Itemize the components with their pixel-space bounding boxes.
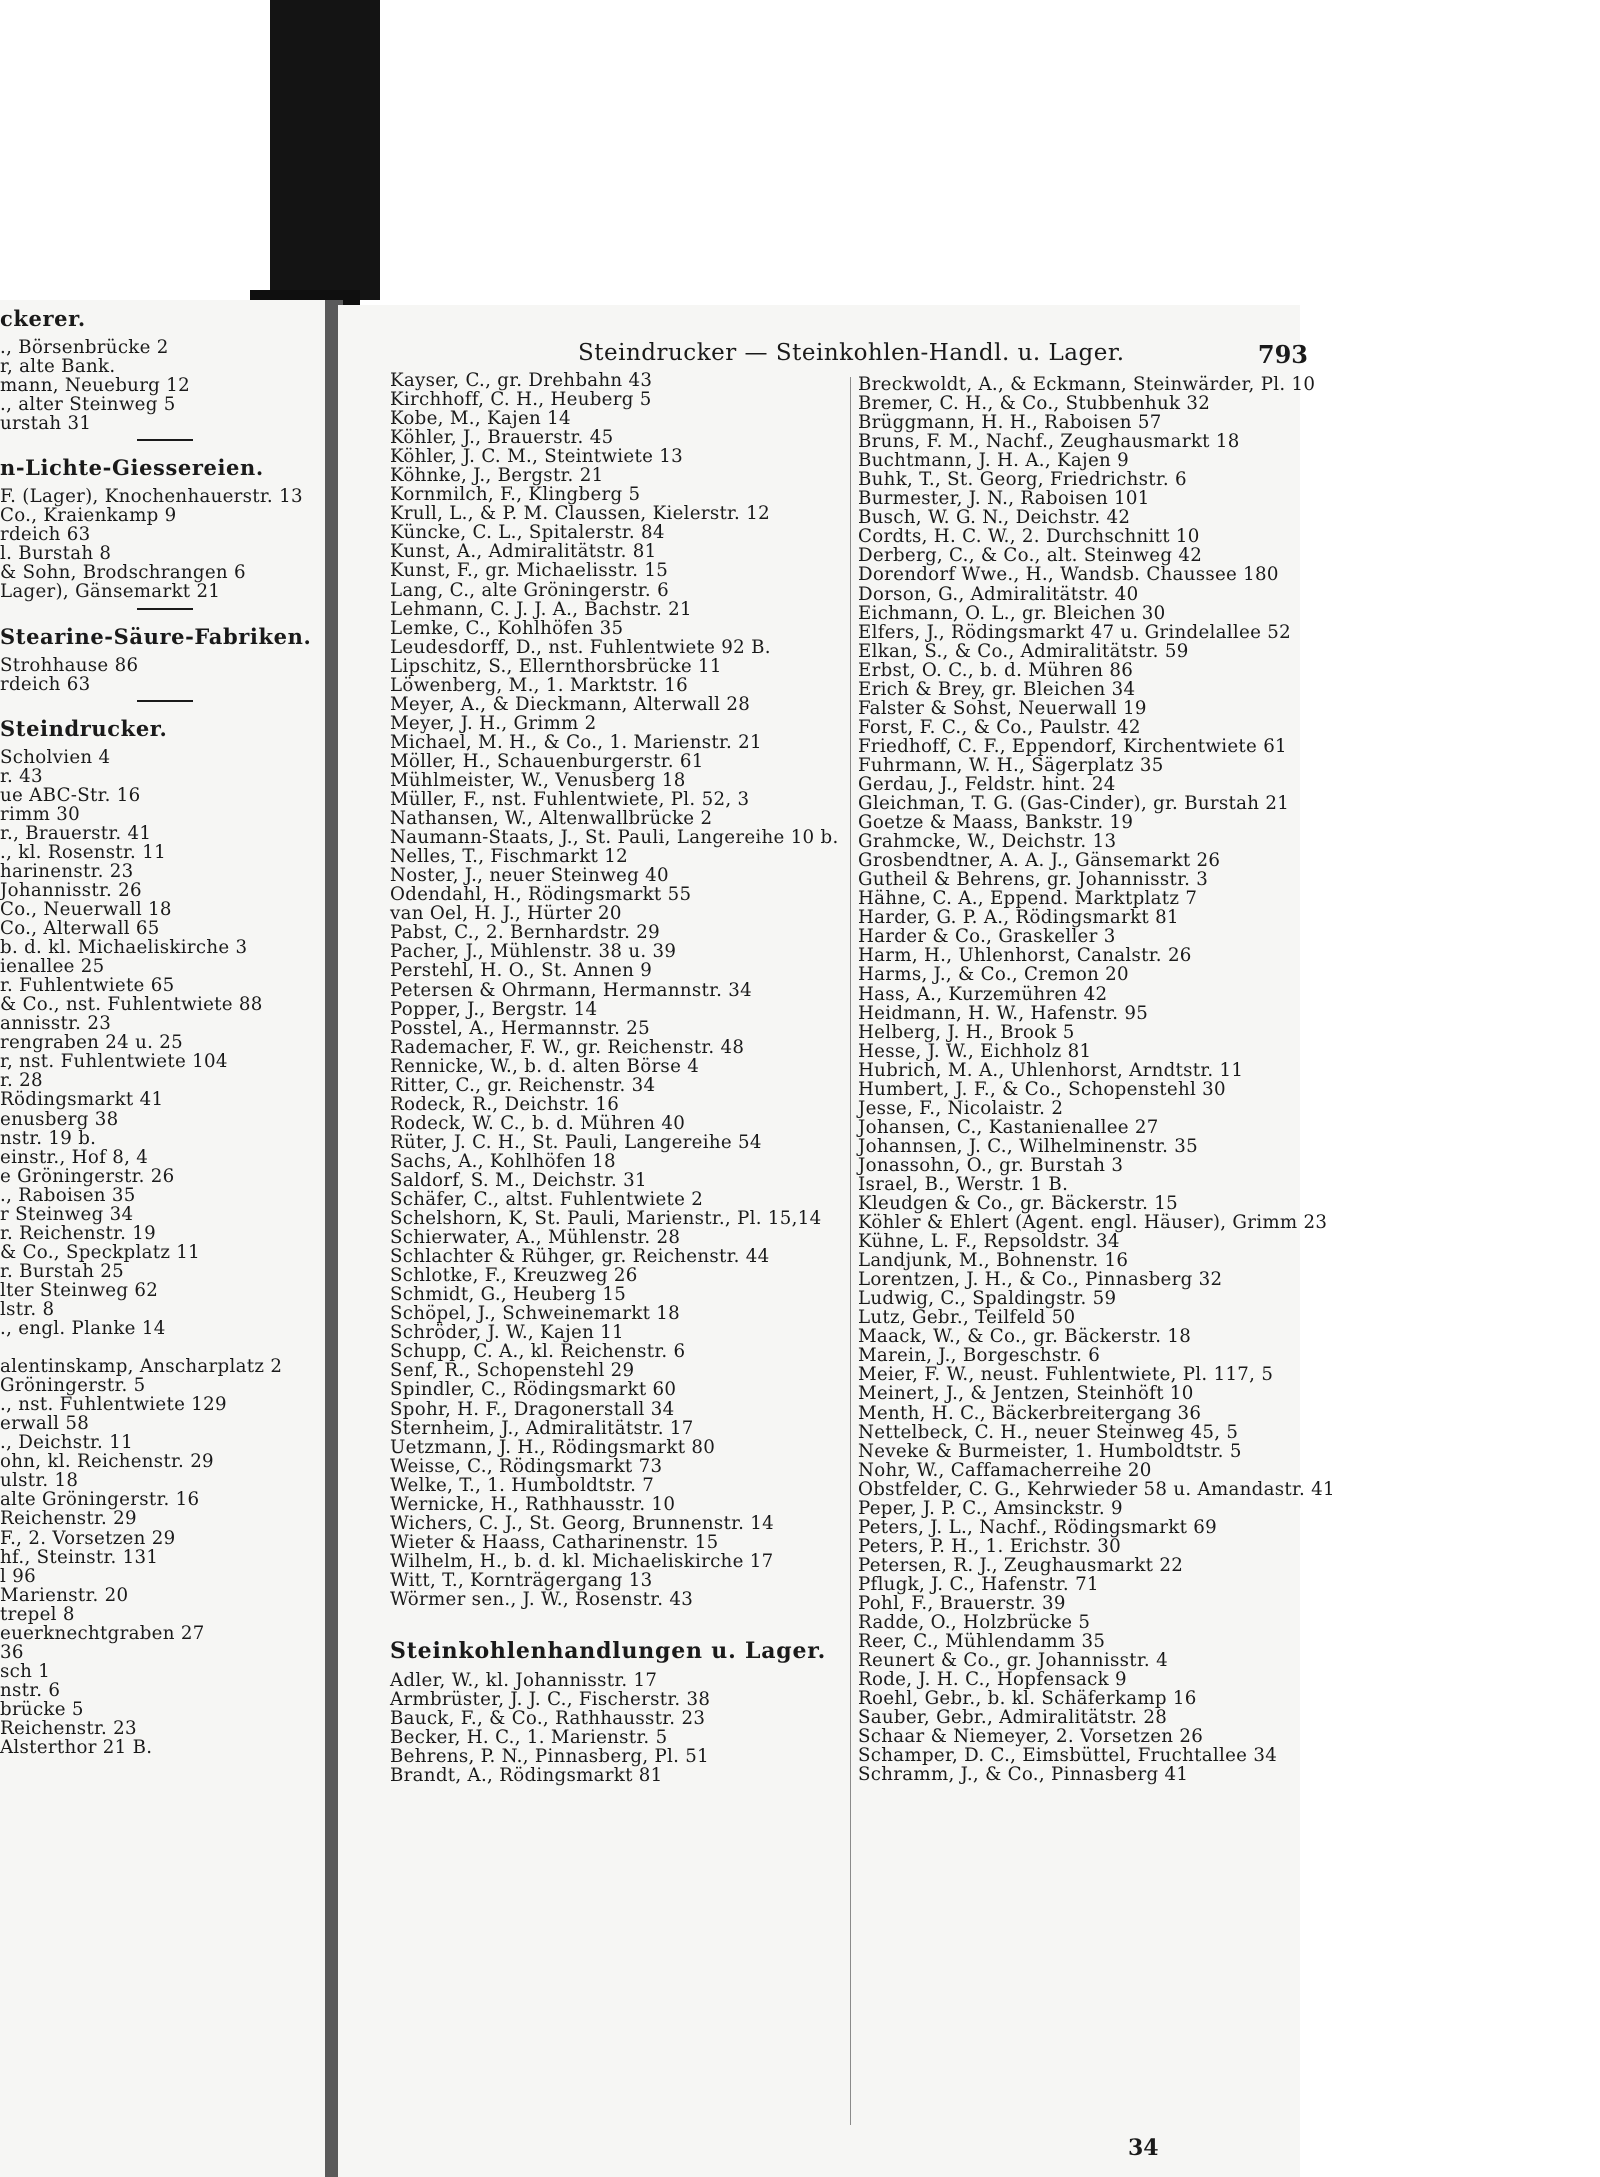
directory-entry: Schierwater, A., Mühlenstr. 28: [390, 1227, 681, 1249]
directory-entry: Küncke, C. L., Spitalerstr. 84: [390, 522, 665, 544]
directory-entry: Goetze & Maass, Bankstr. 19: [858, 812, 1134, 834]
directory-entry: Spohr, H. F., Dragonerstall 34: [390, 1398, 675, 1420]
directory-entry: annisstr. 23: [0, 1013, 112, 1035]
directory-entry: Co., Kraienkamp 9: [0, 505, 177, 527]
directory-entry: Lipschitz, S., Ellernthorsbrücke 11: [390, 655, 722, 677]
directory-entry: Adler, W., kl. Johannisstr. 17: [390, 1670, 658, 1692]
directory-entry: Nelles, T., Fischmarkt 12: [390, 846, 628, 868]
directory-entry: e Gröningerstr. 26: [0, 1165, 175, 1187]
directory-entry: Nohr, W., Caffamacherreihe 20: [858, 1459, 1152, 1481]
directory-entry: Scholvien 4: [0, 746, 111, 768]
section-rule: [137, 608, 193, 610]
directory-entry: Pohl, F., Brauerstr. 39: [858, 1593, 1066, 1614]
directory-entry: & Co., nst. Fuhlentwiete 88: [0, 994, 263, 1016]
directory-entry: Krull, L., & P. M. Claussen, Kielerstr. 12: [390, 503, 770, 525]
directory-entry: Hesse, J. W., Eichholz 81: [858, 1040, 1092, 1062]
sheet-signature: 34: [1128, 2135, 1159, 2161]
directory-entry: Wichers, C. J., St. Georg, Brunnenstr. 14: [390, 1512, 774, 1534]
directory-entry: Peper, J. P. C., Amsinckstr. 9: [858, 1497, 1123, 1519]
directory-entry: F. (Lager), Knochenhauerstr. 13: [0, 486, 303, 508]
directory-entry: Wilhelm, H., b. d. kl. Michaeliskirche 17: [390, 1550, 774, 1572]
directory-entry: Köhnke, J., Bergstr. 21: [390, 465, 604, 487]
directory-entry: Kirchhoff, C. H., Heuberg 5: [390, 389, 652, 411]
directory-entry: Pacher, J., Mühlenstr. 38 u. 39: [390, 941, 677, 963]
directory-entry: r., Brauerstr. 41: [0, 822, 152, 844]
directory-entry: Kobe, M., Kajen 14: [390, 408, 571, 430]
directory-entry: Ludwig, C., Spaldingstr. 59: [858, 1288, 1117, 1310]
directory-entry: Noster, J., neuer Steinweg 40: [390, 865, 669, 887]
directory-entry: Neveke & Burmeister, 1. Humboldtstr. 5: [858, 1440, 1242, 1462]
column-divider: [850, 377, 851, 2125]
directory-entry: Wernicke, H., Rathhausstr. 10: [390, 1493, 676, 1515]
directory-entry: Grahmcke, W., Deichstr. 13: [858, 831, 1117, 853]
directory-entry: Becker, H. C., 1. Marienstr. 5: [390, 1727, 668, 1749]
directory-entry: Radde, O., Holzbrücke 5: [858, 1612, 1091, 1634]
directory-entry: Elkan, S., & Co., Admiralitätstr. 59: [858, 640, 1189, 662]
directory-entry: ohn, kl. Reichenstr. 29: [0, 1451, 214, 1473]
directory-entry: Rodeck, W. C., b. d. Mühren 40: [390, 1112, 686, 1134]
directory-entry: Harm, H., Uhlenhorst, Canalstr. 26: [858, 945, 1192, 967]
directory-entry: Posstel, A., Hermannstr. 25: [390, 1017, 651, 1039]
directory-entry: Rödingsmarkt 41: [0, 1089, 164, 1111]
directory-entry: ., engl. Planke 14: [0, 1318, 166, 1340]
directory-entry: Schöpel, J., Schweinemarkt 18: [390, 1303, 681, 1325]
directory-entry: l. Burstah 8: [0, 543, 112, 565]
binding-strip-top: [270, 0, 380, 300]
directory-entry: Menth, H. C., Bäckerbreitergang 36: [858, 1402, 1202, 1424]
directory-entry: Pabst, C., 2. Bernhardstr. 29: [390, 922, 661, 944]
directory-entry: ., kl. Rosenstr. 11: [0, 841, 166, 863]
directory-entry: Reunert & Co., gr. Johannisstr. 4: [858, 1650, 1168, 1672]
directory-entry: van Oel, H. J., Hürter 20: [390, 903, 622, 925]
right-page: [338, 305, 1335, 2177]
directory-entry: Senf, R., Schopenstehl 29: [390, 1360, 635, 1382]
directory-entry: Bremer, C. H., & Co., Stubbenhuk 32: [858, 393, 1211, 415]
directory-entry: Meyer, J. H., Grimm 2: [390, 712, 597, 734]
section-heading: Steinkohlenhandlungen u. Lager.: [390, 1638, 827, 1665]
directory-entry: Schlachter & Rühger, gr. Reichenstr. 44: [390, 1246, 770, 1268]
directory-entry: Rademacher, F. W., gr. Reichenstr. 48: [390, 1036, 745, 1058]
directory-entry: Buchtmann, J. H. A., Kajen 9: [858, 450, 1130, 472]
directory-entry: Weisse, C., Rödingsmarkt 73: [390, 1455, 663, 1477]
directory-entry: 36: [0, 1641, 24, 1663]
directory-entry: Sachs, A., Kohlhöfen 18: [390, 1150, 616, 1172]
directory-entry: Müller, F., nst. Fuhlentwiete, Pl. 52, 3: [390, 789, 750, 811]
directory-entry: Marienstr. 20: [0, 1584, 129, 1606]
directory-entry: ulstr. 18: [0, 1470, 79, 1492]
directory-entry: Naumann-Staats, J., St. Pauli, Langereihe 10 b.: [390, 827, 839, 849]
directory-entry: Heidmann, H. W., Hafenstr. 95: [858, 1002, 1149, 1024]
directory-entry: Schlotke, F., Kreuzweg 26: [390, 1265, 638, 1287]
directory-entry: Helberg, J. H., Brook 5: [858, 1021, 1075, 1043]
directory-entry: ., Deichstr. 11: [0, 1432, 133, 1454]
directory-entry: Harder & Co., Graskeller 3: [858, 926, 1116, 948]
directory-entry: Gerdau, J., Feldstr. hint. 24: [858, 773, 1116, 795]
directory-entry: Derberg, C., & Co., alt. Steinweg 42: [858, 545, 1203, 567]
directory-entry: ue ABC-Str. 16: [0, 784, 141, 806]
directory-entry: Burmester, J. N., Raboisen 101: [858, 488, 1150, 510]
directory-entry: Cordts, H. C. W., 2. Durchschnitt 10: [858, 526, 1200, 548]
directory-entry: lstr. 8: [0, 1298, 55, 1320]
directory-entry: Israel, B., Werstr. 1 B.: [858, 1173, 1069, 1195]
directory-entry: Petersen, R. J., Zeughausmarkt 22: [858, 1554, 1184, 1576]
directory-entry: Meyer, A., & Dieckmann, Alterwall 28: [390, 693, 751, 715]
directory-entry: Pflugk, J. C., Hafenstr. 71: [858, 1573, 1099, 1595]
directory-entry: Strohhause 86: [0, 654, 139, 676]
directory-entry: Harder, G. P. A., Rödingsmarkt 81: [858, 907, 1179, 929]
section-heading: n-Lichte-Giessereien.: [0, 455, 264, 481]
directory-entry: Welke, T., 1. Humboldtstr. 7: [390, 1474, 655, 1496]
directory-entry: Schaar & Niemeyer, 2. Vorsetzen 26: [858, 1726, 1204, 1748]
directory-entry: rimm 30: [0, 803, 81, 825]
directory-entry: alentinskamp, Anscharplatz 2: [0, 1356, 283, 1378]
directory-entry: Behrens, P. N., Pinnasberg, Pl. 51: [390, 1746, 710, 1768]
directory-entry: trepel 8: [0, 1603, 75, 1625]
directory-entry: euerknechtgraben 27: [0, 1622, 205, 1644]
directory-entry: r, nst. Fuhlentwiete 104: [0, 1051, 228, 1073]
directory-entry: Schröder, J. W., Kajen 11: [390, 1322, 624, 1344]
directory-entry: Schramm, J., & Co., Pinnasberg 41: [858, 1764, 1189, 1786]
left-page: [0, 300, 330, 2177]
directory-entry: nstr. 6: [0, 1679, 61, 1701]
directory-entry: erwall 58: [0, 1413, 90, 1435]
directory-entry: rdeich 63: [0, 524, 91, 546]
directory-entry: Rüter, J. C. H., St. Pauli, Langereihe 54: [390, 1131, 762, 1153]
directory-entry: r. 43: [0, 765, 43, 787]
directory-entry: enusberg 38: [0, 1108, 119, 1130]
directory-entry: Hass, A., Kurzemühren 42: [858, 983, 1108, 1005]
directory-entry: Bruns, F. M., Nachf., Zeughausmarkt 18: [858, 431, 1240, 453]
directory-entry: Schupp, C. A., kl. Reichenstr. 6: [390, 1341, 686, 1363]
directory-entry: Kleudgen & Co., gr. Bäckerstr. 15: [858, 1193, 1178, 1215]
directory-entry: Odendahl, H., Rödingsmarkt 55: [390, 884, 692, 906]
directory-entry: Popper, J., Bergstr. 14: [390, 998, 598, 1020]
directory-entry: & Co., Speckplatz 11: [0, 1241, 201, 1263]
directory-entry: Petersen & Ohrmann, Hermannstr. 34: [390, 979, 752, 1001]
directory-entry: Obstfelder, C. G., Kehrwieder 58 u. Amandastr. 41: [858, 1478, 1335, 1500]
directory-entry: Reichenstr. 23: [0, 1718, 137, 1739]
directory-entry: Gleichman, T. G. (Gas-Cinder), gr. Burstah 21: [858, 793, 1290, 815]
column-steinkohlen-continued: [858, 374, 1335, 1786]
directory-entry: Möller, H., Schauenburgerstr. 61: [390, 750, 704, 772]
directory-entry: Lang, C., alte Gröningerstr. 6: [390, 579, 669, 601]
directory-entry: Peters, J. L., Nachf., Rödingsmarkt 69: [858, 1516, 1218, 1538]
directory-entry: Peters, P. H., 1. Erichstr. 30: [858, 1535, 1122, 1557]
directory-entry: Schelshorn, K, St. Pauli, Marienstr., Pl. 15,14: [390, 1208, 822, 1230]
directory-entry: ., Börsenbrücke 2: [0, 337, 169, 358]
directory-entry: alte Gröningerstr. 16: [0, 1489, 200, 1511]
directory-entry: Busch, W. G. N., Deichstr. 42: [858, 507, 1131, 529]
directory-entry: Kayser, C., gr. Drehbahn 43: [390, 370, 653, 391]
directory-entry: Dorendorf Wwe., H., Wandsb. Chaussee 180: [858, 564, 1279, 586]
running-header: Steindrucker — Steinkohlen-Handl. u. Lager.: [578, 340, 1125, 366]
directory-entry: Maack, W., & Co., gr. Bäckerstr. 18: [858, 1326, 1192, 1348]
directory-entry: r, alte Bank.: [0, 356, 116, 378]
directory-entry: Nathansen, W., Altenwallbrücke 2: [390, 808, 713, 830]
directory-entry: Harms, J., & Co., Cremon 20: [858, 964, 1129, 986]
directory-entry: Reer, C., Mühlendamm 35: [858, 1631, 1106, 1653]
directory-entry: Leudesdorff, D., nst. Fuhlentwiete 92 B.: [390, 636, 771, 658]
directory-entry: Gutheil & Behrens, gr. Johannisstr. 3: [858, 869, 1209, 891]
directory-entry: Schamper, D. C., Eimsbüttel, Fruchtallee 34: [858, 1745, 1278, 1767]
directory-entry: r. Burstah 25: [0, 1260, 125, 1282]
directory-entry: Roehl, Gebr., b. kl. Schäferkamp 16: [858, 1688, 1197, 1710]
directory-entry: Grosbendtner, A. A. J., Gänsemarkt 26: [858, 850, 1221, 872]
directory-entry: Johannisstr. 26: [0, 879, 142, 901]
directory-entry: nstr. 19 b.: [0, 1127, 97, 1149]
directory-entry: Erich & Brey, gr. Bleichen 34: [858, 678, 1136, 700]
directory-entry: Elfers, J., Rödingsmarkt 47 u. Grindelallee 52: [858, 621, 1291, 643]
directory-entry: Armbrüster, J. J. C., Fischerstr. 38: [390, 1689, 711, 1711]
directory-entry: ienallee 25: [0, 956, 105, 978]
directory-entry: Co., Neuerwall 18: [0, 898, 172, 920]
directory-entry: Dorson, G., Admiralitätstr. 40: [858, 583, 1139, 605]
directory-entry: mann, Neueburg 12: [0, 375, 190, 397]
directory-entry: brücke 5: [0, 1698, 84, 1720]
directory-entry: F., 2. Vorsetzen 29: [0, 1527, 176, 1549]
directory-entry: & Sohn, Brodschrangen 6: [0, 562, 246, 584]
directory-entry: Eichmann, O. L., gr. Bleichen 30: [858, 602, 1166, 624]
directory-entry: Wörmer sen., J. W., Rosenstr. 43: [390, 1589, 694, 1610]
directory-entry: Kunst, F., gr. Michaelisstr. 15: [390, 560, 669, 582]
directory-entry: Friedhoff, C. F., Eppendorf, Kirchentwiete 61: [858, 735, 1287, 757]
directory-entry: r Steinweg 34: [0, 1203, 134, 1225]
directory-entry: Perstehl, H. O., St. Annen 9: [390, 960, 653, 982]
directory-entry: Humbert, J. F., & Co., Schopenstehl 30: [858, 1078, 1226, 1100]
section-heading: Steindrucker.: [0, 715, 168, 741]
directory-entry: r. Reichenstr. 19: [0, 1222, 157, 1244]
directory-entry: Rode, J. H. C., Hopfensack 9: [858, 1669, 1127, 1691]
directory-entry: Buhk, T., St. Georg, Friedrichstr. 6: [858, 469, 1187, 491]
directory-entry: Ritter, C., gr. Reichenstr. 34: [390, 1074, 656, 1096]
directory-entry: r. Fuhlentwiete 65: [0, 975, 175, 997]
directory-entry: Breckwoldt, A., & Eckmann, Steinwärder, Pl. 10: [858, 374, 1316, 395]
directory-entry: urstah 31: [0, 413, 92, 435]
directory-entry: b. d. kl. Michaeliskirche 3: [0, 937, 248, 959]
directory-entry: Löwenberg, M., 1. Marktstr. 16: [390, 674, 689, 696]
directory-entry: Rodeck, R., Deichstr. 16: [390, 1093, 620, 1115]
directory-entry: Lorentzen, J. H., & Co., Pinnasberg 32: [858, 1269, 1223, 1291]
directory-entry: Jesse, F., Nicolaistr. 2: [858, 1097, 1064, 1119]
directory-entry: Meinert, J., & Jentzen, Steinhöft 10: [858, 1383, 1194, 1405]
directory-entry: Kunst, A., Admiralitätstr. 81: [390, 541, 657, 563]
directory-entry: Lemke, C., Kohlhöfen 35: [390, 617, 624, 639]
directory-entry: Alsterthor 21 B.: [0, 1737, 153, 1759]
directory-entry: rdeich 63: [0, 673, 91, 695]
directory-entry: Marein, J., Borgeschstr. 6: [858, 1345, 1101, 1367]
directory-entry: Wieter & Haass, Catharinenstr. 15: [390, 1531, 719, 1553]
page-number: 793: [1257, 340, 1308, 369]
directory-entry: Jonassohn, O., gr. Burstah 3: [858, 1154, 1124, 1176]
directory-entry: Meier, F. W., neust. Fuhlentwiete, Pl. 117, 5: [858, 1364, 1274, 1386]
directory-entry: Reichenstr. 29: [0, 1508, 137, 1530]
section-heading: ckerer.: [0, 306, 86, 331]
section-rule: [137, 439, 193, 441]
directory-entry: Lager), Gänsemarkt 21: [0, 581, 221, 603]
directory-entry: Kornmilch, F., Klingberg 5: [390, 484, 641, 506]
section-heading: Stearine-Säure-Fabriken.: [0, 623, 312, 649]
directory-entry: Köhler, J. C. M., Steintwiete 13: [390, 446, 683, 468]
directory-entry: Lehmann, C. J. J. A., Bachstr. 21: [390, 598, 692, 620]
directory-entry: Falster & Sohst, Neuerwall 19: [858, 697, 1147, 719]
directory-entry: Erbst, O. C., b. d. Mühren 86: [858, 659, 1134, 681]
directory-entry: Köhler & Ehlert (Agent. engl. Häuser), Grimm 23: [858, 1212, 1328, 1234]
directory-entry: Schäfer, C., altst. Fuhlentwiete 2: [390, 1189, 704, 1211]
directory-entry: Nettelbeck, C. H., neuer Steinweg 45, 5: [858, 1421, 1239, 1443]
directory-entry: Brandt, A., Rödingsmarkt 81: [390, 1765, 663, 1787]
directory-entry: Co., Alterwall 65: [0, 918, 160, 940]
directory-entry: einstr., Hof 8, 4: [0, 1146, 149, 1168]
directory-entry: Sauber, Gebr., Admiralitätstr. 28: [858, 1707, 1168, 1729]
directory-entry: Rennicke, W., b. d. alten Börse 4: [390, 1055, 700, 1077]
directory-entry: Uetzmann, J. H., Rödingsmarkt 80: [390, 1436, 716, 1458]
directory-entry: Johansen, C., Kastanienallee 27: [858, 1116, 1159, 1138]
directory-entry: Forst, F. C., & Co., Paulstr. 42: [858, 716, 1141, 738]
directory-entry: Sternheim, J., Admiralitätstr. 17: [390, 1417, 694, 1439]
left-page-text: [0, 300, 330, 1757]
directory-entry: Lutz, Gebr., Teilfeld 50: [858, 1307, 1076, 1329]
directory-entry: sch 1: [0, 1660, 51, 1682]
directory-entry: lter Steinweg 62: [0, 1279, 159, 1301]
directory-entry: Landjunk, M., Bohnenstr. 16: [858, 1250, 1129, 1272]
directory-entry: Kühne, L. F., Repsoldstr. 34: [858, 1231, 1120, 1253]
directory-entry: Johannsen, J. C., Wilhelminenstr. 35: [858, 1135, 1199, 1157]
directory-entry: Hähne, C. A., Eppend. Marktplatz 7: [858, 888, 1198, 910]
directory-entry: Saldorf, S. M., Deichstr. 31: [390, 1169, 647, 1191]
directory-entry: rengraben 24 u. 25: [0, 1032, 183, 1054]
section-rule: [137, 700, 193, 702]
directory-entry: hf., Steinstr. 131: [0, 1546, 159, 1568]
directory-entry: Bauck, F., & Co., Rathhausstr. 23: [390, 1708, 706, 1730]
directory-entry: Spindler, C., Rödingsmarkt 60: [390, 1379, 677, 1401]
directory-entry: l 96: [0, 1565, 36, 1587]
directory-entry: ., Raboisen 35: [0, 1184, 136, 1206]
directory-entry: Gröningerstr. 5: [0, 1375, 146, 1397]
directory-entry: r. 28: [0, 1070, 43, 1092]
directory-entry: harinenstr. 23: [0, 860, 134, 882]
directory-entry: Schmidt, G., Heuberg 15: [390, 1284, 627, 1306]
directory-entry: Brüggmann, H. H., Raboisen 57: [858, 412, 1162, 434]
directory-entry: Hubrich, M. A., Uhlenhorst, Arndtstr. 11: [858, 1059, 1244, 1081]
directory-entry: Michael, M. H., & Co., 1. Marienstr. 21: [390, 731, 762, 753]
directory-entry: Mühlmeister, W., Venusberg 18: [390, 769, 686, 791]
directory-entry: [0, 1338, 330, 1357]
directory-entry: ., nst. Fuhlentwiete 129: [0, 1394, 227, 1416]
directory-entry: ., alter Steinweg 5: [0, 394, 176, 416]
directory-entry: Witt, T., Kornträgergang 13: [390, 1569, 653, 1591]
directory-entry: Köhler, J., Brauerstr. 45: [390, 427, 614, 449]
directory-entry: Fuhrmann, W. H., Sägerplatz 35: [858, 754, 1164, 776]
